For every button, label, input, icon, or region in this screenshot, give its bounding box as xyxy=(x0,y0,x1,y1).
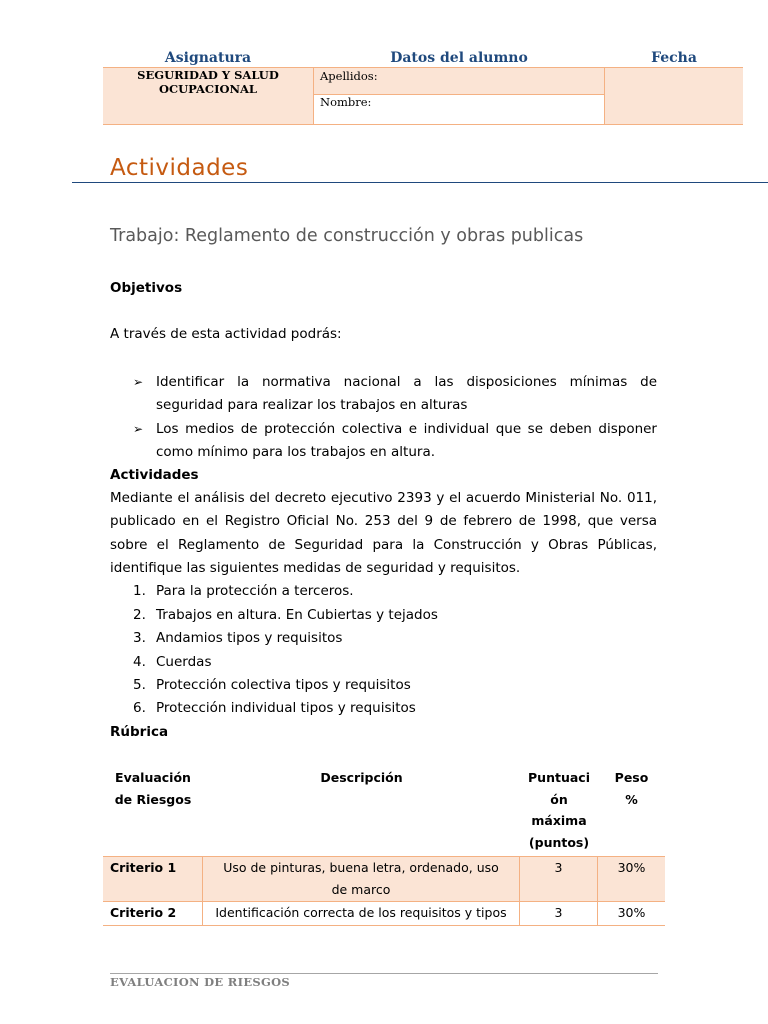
footer-divider xyxy=(110,973,658,974)
surname-label: Apellidos: xyxy=(320,69,378,83)
rubric-bottom-border xyxy=(103,925,665,926)
rubric-criterion: Criterio 2 xyxy=(103,902,203,925)
rubric-weight: 30% xyxy=(617,905,646,920)
objective-bullet-text: Los medios de protección colectiva e individual que se deben disponer como mínimo para los trabajos en altura. xyxy=(156,421,657,461)
rubric-description-line2: de marco xyxy=(331,881,391,897)
activity-item-number: 6. xyxy=(133,700,146,716)
objectives-intro: A través de esta actividad podrás: xyxy=(110,326,342,342)
activity-item-text: Andamios tipos y requisitos xyxy=(156,630,343,646)
activity-item-text: Protección individual tipos y requisitos xyxy=(156,700,416,716)
subject-value: SEGURIDAD Y SALUD OCUPACIONAL xyxy=(137,68,279,96)
activity-item xyxy=(133,580,354,603)
rubric-col-evaluation-line2: de Riesgos xyxy=(114,791,192,807)
objectives-heading: Objetivos xyxy=(110,280,183,296)
activity-item-number: 2. xyxy=(133,607,146,623)
arrow-bullet-icon: ➢ xyxy=(133,422,144,436)
name-field[interactable] xyxy=(313,95,605,124)
subject-cell xyxy=(103,68,313,124)
rubric-col-weight xyxy=(598,767,665,810)
section-title: Actividades xyxy=(110,155,249,181)
rubric-weight: 30% xyxy=(617,860,646,875)
table-row xyxy=(103,902,665,925)
activities-heading: Actividades xyxy=(110,467,199,483)
activity-item-number: 4. xyxy=(133,654,146,670)
rubric-col-evaluation-line1: Evaluación xyxy=(115,770,191,785)
header-col-student: Datos del alumno xyxy=(390,50,528,66)
activity-item-text: Protección colectiva tipos y requisitos xyxy=(156,677,411,693)
activity-item xyxy=(133,697,416,720)
section-divider xyxy=(72,182,768,183)
rubric-col-points-line2: ón xyxy=(550,791,568,807)
activity-item-text: Trabajos en altura. En Cubiertas y tejados xyxy=(156,607,438,623)
objective-bullet-text: Identificar la normativa nacional a las disposiciones mínimas de seguridad para realizar los trabajos en alturas xyxy=(156,374,657,414)
rubric-col-points-line1: Puntuaci xyxy=(528,770,590,785)
activity-item-text: Para la protección a terceros. xyxy=(156,583,354,599)
name-label: Nombre: xyxy=(320,95,372,109)
header-col-subject: Asignatura xyxy=(164,50,252,66)
rubric-criterion: Criterio 1 xyxy=(103,857,203,901)
activity-item-number: 1. xyxy=(133,583,146,599)
rubric-description xyxy=(203,902,520,925)
activity-item xyxy=(133,627,342,650)
rubric-description xyxy=(203,857,520,901)
activity-item-number: 5. xyxy=(133,677,146,693)
rubric-col-points-line3: máxima xyxy=(531,813,587,828)
activity-item xyxy=(133,604,438,627)
header-table xyxy=(103,67,743,125)
activities-paragraph: Mediante el análisis del decreto ejecutivo 2393 y el acuerdo Ministerial No. 011, publicado en el Registro Oficial No. 253 del 9 de febrero de 1998, que versa sobre el Reglamento de Seguridad para la Construcción y Obras Públicas, identifique las siguientes medidas de seguridad y requisitos. xyxy=(110,490,657,576)
rubric-col-description: Descripción xyxy=(320,770,403,785)
rubric-col-points xyxy=(520,767,598,853)
rubric-description-line1: Identificación correcta de los requisitos y tipos xyxy=(215,905,507,920)
footer-text: EVALUACION DE RIESGOS xyxy=(110,975,291,989)
rubric-heading: Rúbrica xyxy=(110,724,169,740)
activity-item xyxy=(133,674,411,697)
work-title: Trabajo: Reglamento de construcción y obras publicas xyxy=(110,226,584,246)
date-field[interactable] xyxy=(605,68,743,124)
rubric-col-weight-line2: % xyxy=(625,791,638,807)
rubric-points: 3 xyxy=(520,902,598,925)
rubric-col-evaluation xyxy=(103,767,203,810)
activity-item-text: Cuerdas xyxy=(156,654,212,670)
table-row xyxy=(103,857,665,901)
rubric-points: 3 xyxy=(520,857,598,901)
activity-item xyxy=(133,651,211,674)
rubric-description-line1: Uso de pinturas, buena letra, ordenado, uso xyxy=(223,860,499,875)
rubric-col-points-line4: (puntos) xyxy=(528,834,590,850)
surname-field[interactable] xyxy=(313,68,605,95)
activity-item-number: 3. xyxy=(133,630,146,646)
rubric-col-weight-line1: Peso xyxy=(614,770,649,785)
header-col-date: Fecha xyxy=(651,50,697,66)
arrow-bullet-icon: ➢ xyxy=(133,375,144,389)
